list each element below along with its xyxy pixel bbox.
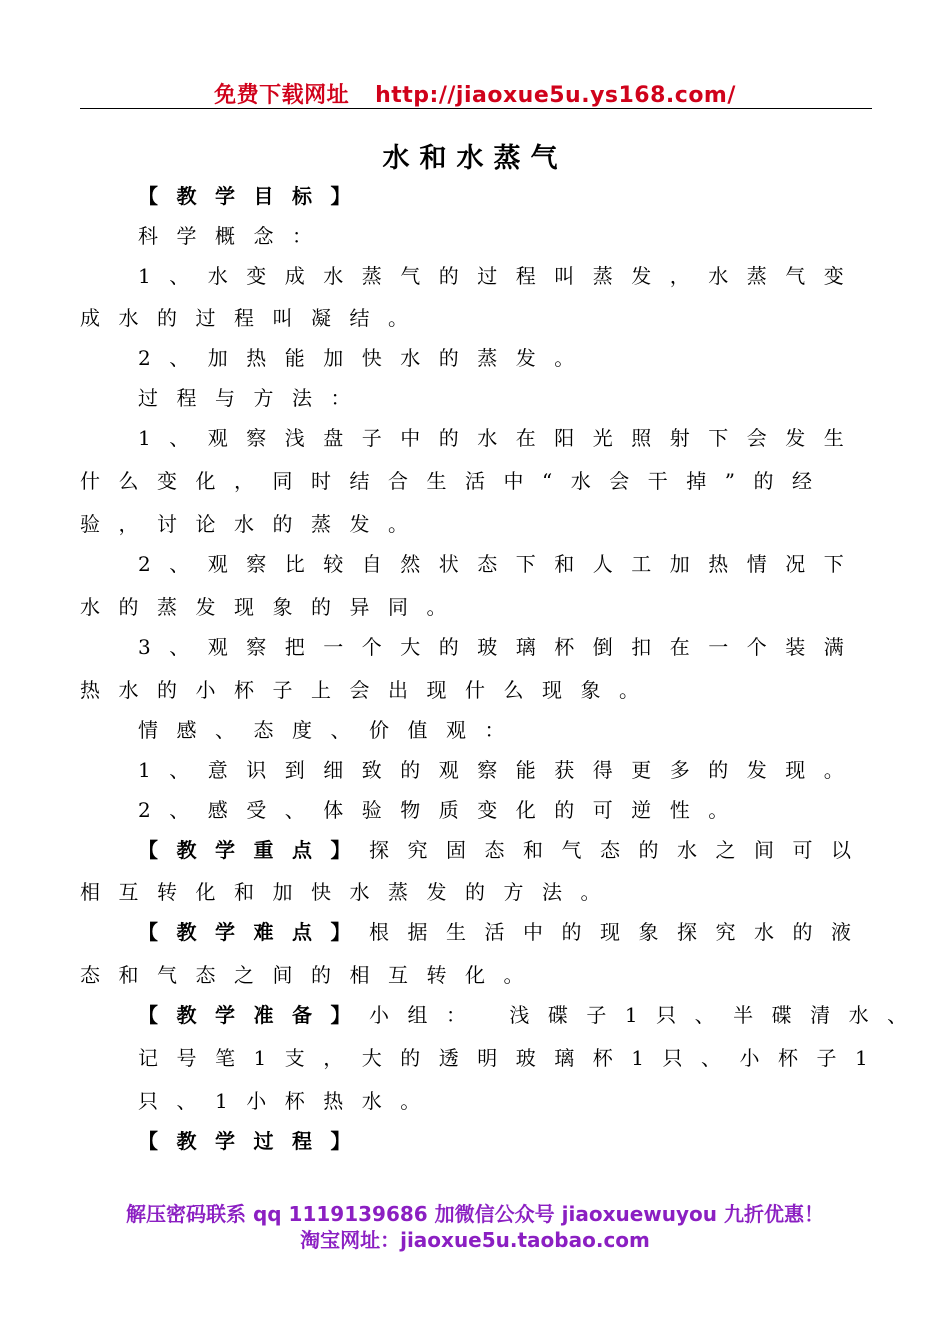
header-url-link[interactable]: http://jiaoxue5u.ys168.com/ [375, 83, 736, 108]
header-divider [80, 108, 872, 109]
page-header [0, 78, 950, 109]
body-line: 记号笔1支，大的透明玻璃杯1只、小杯子1 [138, 1046, 887, 1070]
body-line: 【教学目标】 [138, 184, 369, 208]
body-line: 1、水变成水蒸气的过程叫蒸发，水蒸气变 [138, 264, 863, 288]
body-line: 什么变化，同时结合生活中“水会干掉”的经 [80, 469, 831, 493]
body-line: 【教学重点】探究固态和气态的水之间可以 [138, 838, 870, 862]
body-line: 态和气态之间的相互转化。 [80, 963, 542, 987]
body-line: 3、观察把一个大的玻璃杯倒扣在一个装满 [138, 635, 863, 659]
body-line: 成水的过程叫凝结。 [80, 306, 427, 330]
body-line: 【教学过程】 [138, 1129, 369, 1153]
body-line: 1、观察浅盘子中的水在阳光照射下会发生 [138, 426, 863, 450]
body-line: 【教学难点】根据生活中的现象探究水的液 [138, 920, 870, 944]
body-line: 科学概念： [138, 224, 331, 248]
header-label: 免费下载网址 [214, 83, 350, 108]
body-line: 1、意识到细致的观察能获得更多的发现。 [138, 758, 863, 782]
body-line: 【教学准备】小组： 浅碟子1只、半碟清水、 [138, 1003, 926, 1027]
body-line: 只、1小杯热水。 [138, 1089, 439, 1113]
footer-shop-link[interactable]: 淘宝网址：jiaoxue5u.taobao.com [300, 1228, 650, 1252]
body-line: 2、加热能加快水的蒸发。 [138, 346, 593, 370]
body-line: 2、观察比较自然状态下和人工加热情况下 [138, 552, 863, 576]
body-line: 情感、态度、价值观： [138, 718, 523, 742]
document-title: 水和水蒸气 [382, 143, 568, 174]
body-line: 2、感受、体验物质变化的可逆性。 [138, 798, 747, 822]
footer-contact: 解压密码联系 qq 1119139686 加微信公众号 jiaoxuewuyou 九折优惠！ [126, 1202, 824, 1226]
body-line: 相互转化和加快水蒸发的方法。 [80, 880, 619, 904]
body-line: 热水的小杯子上会出现什么现象。 [80, 678, 658, 702]
body-line: 水的蒸发现象的异同。 [80, 595, 465, 619]
body-line: 过程与方法： [138, 386, 369, 410]
body-line: 验，讨论水的蒸发。 [80, 512, 427, 536]
